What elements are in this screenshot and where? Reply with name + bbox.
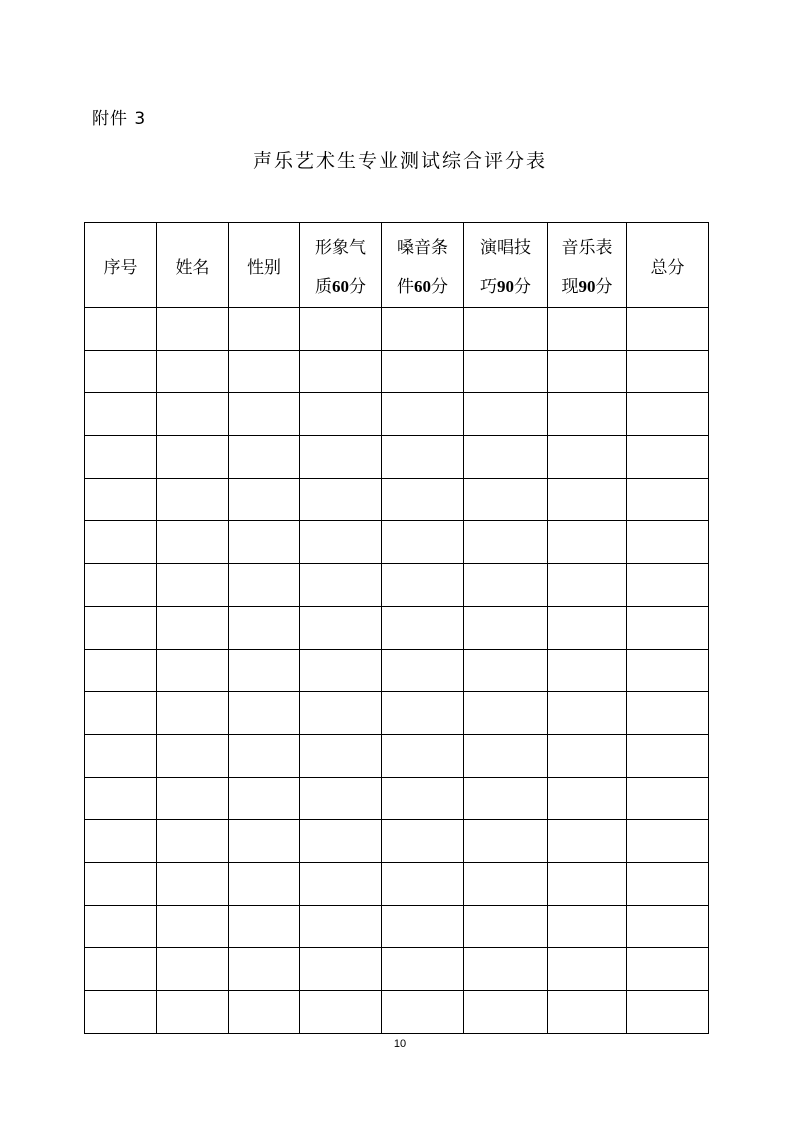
table-cell[interactable] <box>464 436 548 479</box>
table-cell[interactable] <box>548 436 627 479</box>
table-row <box>85 905 709 948</box>
table-cell[interactable] <box>464 649 548 692</box>
table-cell[interactable] <box>627 948 709 991</box>
table-cell[interactable] <box>382 820 464 863</box>
table-cell[interactable] <box>85 350 157 393</box>
table-cell[interactable] <box>382 905 464 948</box>
table-cell[interactable] <box>627 478 709 521</box>
table-cell[interactable] <box>382 948 464 991</box>
table-cell[interactable] <box>464 308 548 351</box>
table-cell[interactable] <box>300 393 382 436</box>
table-cell[interactable] <box>300 991 382 1034</box>
header-singing: 演唱技 巧90分 <box>464 223 548 308</box>
table-cell[interactable] <box>382 308 464 351</box>
table-cell[interactable] <box>300 734 382 777</box>
table-cell[interactable] <box>464 948 548 991</box>
table-cell[interactable] <box>300 478 382 521</box>
table-cell[interactable] <box>157 991 229 1034</box>
table-cell[interactable] <box>85 777 157 820</box>
table-cell[interactable] <box>157 649 229 692</box>
table-cell[interactable] <box>548 991 627 1034</box>
table-row <box>85 991 709 1034</box>
table-cell[interactable] <box>157 436 229 479</box>
table-cell[interactable] <box>85 820 157 863</box>
table-cell[interactable] <box>382 777 464 820</box>
table-cell[interactable] <box>300 862 382 905</box>
table-cell[interactable] <box>85 734 157 777</box>
table-cell[interactable] <box>157 393 229 436</box>
table-cell[interactable] <box>627 862 709 905</box>
table-cell[interactable] <box>548 948 627 991</box>
table-row <box>85 308 709 351</box>
table-cell[interactable] <box>382 734 464 777</box>
table-cell[interactable] <box>627 820 709 863</box>
table-cell[interactable] <box>627 350 709 393</box>
table-cell[interactable] <box>300 905 382 948</box>
table-cell[interactable] <box>157 692 229 735</box>
table-cell[interactable] <box>627 606 709 649</box>
table-cell[interactable] <box>157 564 229 607</box>
table-cell[interactable] <box>85 521 157 564</box>
table-cell[interactable] <box>229 521 300 564</box>
table-cell[interactable] <box>157 478 229 521</box>
table-cell[interactable] <box>85 991 157 1034</box>
table-row <box>85 862 709 905</box>
table-cell[interactable] <box>157 521 229 564</box>
table-cell[interactable] <box>229 649 300 692</box>
table-cell[interactable] <box>85 564 157 607</box>
table-row <box>85 350 709 393</box>
table-cell[interactable] <box>229 905 300 948</box>
table-row <box>85 820 709 863</box>
table-cell[interactable] <box>382 564 464 607</box>
table-cell[interactable] <box>157 777 229 820</box>
table-cell[interactable] <box>157 905 229 948</box>
table-cell[interactable] <box>300 436 382 479</box>
table-cell[interactable] <box>229 393 300 436</box>
table-cell[interactable] <box>548 564 627 607</box>
table-cell[interactable] <box>382 606 464 649</box>
table-row <box>85 436 709 479</box>
table-cell[interactable] <box>627 777 709 820</box>
header-seq: 序号 <box>85 223 157 308</box>
table-cell[interactable] <box>300 692 382 735</box>
table-row <box>85 606 709 649</box>
table-cell[interactable] <box>300 777 382 820</box>
table-cell[interactable] <box>627 991 709 1034</box>
table-row <box>85 521 709 564</box>
table-cell[interactable] <box>157 734 229 777</box>
table-cell[interactable] <box>300 521 382 564</box>
table-cell[interactable] <box>464 478 548 521</box>
table-cell[interactable] <box>627 692 709 735</box>
header-gender: 性别 <box>229 223 300 308</box>
table-cell[interactable] <box>382 649 464 692</box>
table-cell[interactable] <box>300 564 382 607</box>
table-cell[interactable] <box>229 478 300 521</box>
table-cell[interactable] <box>627 521 709 564</box>
header-voice: 嗓音条 件60分 <box>382 223 464 308</box>
table-cell[interactable] <box>300 820 382 863</box>
header-name: 姓名 <box>157 223 229 308</box>
table-row <box>85 777 709 820</box>
table-cell[interactable] <box>85 905 157 948</box>
table-cell[interactable] <box>464 692 548 735</box>
table-cell[interactable] <box>85 436 157 479</box>
table-cell[interactable] <box>464 905 548 948</box>
table-cell[interactable] <box>464 393 548 436</box>
table-cell[interactable] <box>548 905 627 948</box>
table-cell[interactable] <box>85 606 157 649</box>
score-table <box>84 222 709 1034</box>
table-cell[interactable] <box>229 991 300 1034</box>
table-cell[interactable] <box>464 862 548 905</box>
table-cell[interactable] <box>229 350 300 393</box>
table-row <box>85 564 709 607</box>
table-cell[interactable] <box>157 948 229 991</box>
header-image: 形象气 质60分 <box>300 223 382 308</box>
table-cell[interactable] <box>464 991 548 1034</box>
table-cell[interactable] <box>382 692 464 735</box>
table-cell[interactable] <box>85 649 157 692</box>
table-cell[interactable] <box>548 478 627 521</box>
table-row <box>85 649 709 692</box>
table-cell[interactable] <box>300 649 382 692</box>
table-row <box>85 478 709 521</box>
table-cell[interactable] <box>229 606 300 649</box>
table-cell[interactable] <box>548 308 627 351</box>
table-cell[interactable] <box>627 393 709 436</box>
attachment-label: 附件 3 <box>92 109 147 129</box>
table-cell[interactable] <box>382 991 464 1034</box>
table-cell[interactable] <box>229 777 300 820</box>
table-cell[interactable] <box>157 862 229 905</box>
table-cell[interactable] <box>85 308 157 351</box>
table-cell[interactable] <box>229 692 300 735</box>
table-cell[interactable] <box>85 948 157 991</box>
table-row <box>85 734 709 777</box>
table-cell[interactable] <box>300 308 382 351</box>
table-cell[interactable] <box>85 692 157 735</box>
table-cell[interactable] <box>627 649 709 692</box>
table-cell[interactable] <box>464 820 548 863</box>
table-cell[interactable] <box>627 905 709 948</box>
table-cell[interactable] <box>548 692 627 735</box>
document-title: 声乐艺术生专业测试综合评分表 <box>252 150 547 172</box>
table-cell[interactable] <box>229 436 300 479</box>
table-cell[interactable] <box>382 862 464 905</box>
table-cell[interactable] <box>382 436 464 479</box>
table-cell[interactable] <box>464 777 548 820</box>
table-cell[interactable] <box>627 564 709 607</box>
table-cell[interactable] <box>229 820 300 863</box>
table-cell[interactable] <box>382 478 464 521</box>
table-cell[interactable] <box>548 350 627 393</box>
table-cell[interactable] <box>464 606 548 649</box>
table-cell[interactable] <box>229 564 300 607</box>
table-cell[interactable] <box>627 436 709 479</box>
table-cell[interactable] <box>85 478 157 521</box>
table-cell[interactable] <box>548 820 627 863</box>
table-cell[interactable] <box>300 606 382 649</box>
table-cell[interactable] <box>548 777 627 820</box>
table-cell[interactable] <box>627 308 709 351</box>
table-cell[interactable] <box>300 948 382 991</box>
table-cell[interactable] <box>229 862 300 905</box>
table-cell[interactable] <box>382 393 464 436</box>
table-row <box>85 948 709 991</box>
table-cell[interactable] <box>229 308 300 351</box>
table-cell[interactable] <box>464 521 548 564</box>
table-cell[interactable] <box>85 862 157 905</box>
table-cell[interactable] <box>229 948 300 991</box>
table-cell[interactable] <box>548 649 627 692</box>
table-cell[interactable] <box>627 734 709 777</box>
table-cell[interactable] <box>548 521 627 564</box>
table-cell[interactable] <box>464 350 548 393</box>
table-cell[interactable] <box>548 862 627 905</box>
table-cell[interactable] <box>157 350 229 393</box>
table-cell[interactable] <box>157 820 229 863</box>
table-cell[interactable] <box>85 393 157 436</box>
table-cell[interactable] <box>548 606 627 649</box>
table-cell[interactable] <box>548 734 627 777</box>
table-cell[interactable] <box>157 308 229 351</box>
table-cell[interactable] <box>157 606 229 649</box>
header-music: 音乐表 现90分 <box>548 223 627 308</box>
table-cell[interactable] <box>300 350 382 393</box>
table-row <box>85 692 709 735</box>
header-total: 总分 <box>627 223 709 308</box>
header-row <box>85 223 709 308</box>
table-cell[interactable] <box>229 734 300 777</box>
table-cell[interactable] <box>464 564 548 607</box>
table-cell[interactable] <box>548 393 627 436</box>
table-cell[interactable] <box>382 350 464 393</box>
table-cell[interactable] <box>464 734 548 777</box>
score-table-body <box>85 308 709 1034</box>
table-cell[interactable] <box>382 521 464 564</box>
table-row <box>85 393 709 436</box>
page-number: 10 <box>393 1038 407 1050</box>
